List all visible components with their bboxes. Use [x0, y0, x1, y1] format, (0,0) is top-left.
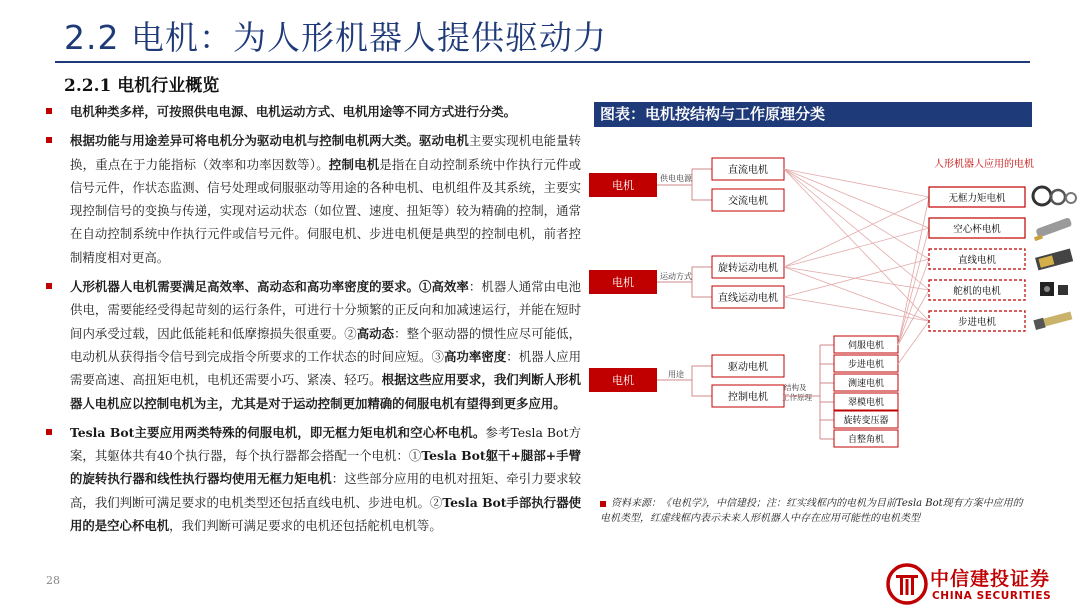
motor-thumbnail-servo: [1040, 282, 1068, 296]
root-node-motion: [589, 270, 657, 294]
bullet-bold-text: 电机种类多样，可按照供电电源、电机运动方式、电机用途等不同方式进行分类。: [70, 104, 517, 119]
bullet-paragraph: [46, 421, 581, 537]
title-divider: [55, 61, 1030, 63]
bullet-text: ：机器人通常由电池供电，需要能经受得起苛刻的运行条件，可进行十分频繁的正反向和加减速运行，并能在短时间内承受过载，因此低能耗和低摩擦损失很重要。②: [70, 279, 582, 341]
root-label: 电机: [612, 276, 634, 289]
root-node-usage: [589, 368, 657, 392]
motor-thumbnail-stepper: [1033, 311, 1072, 330]
bullet-bold-text: 人形机器人电机需要满足高效率、高动态和高功率密度的要求。①高效率: [70, 279, 469, 295]
bullet-bold-text: Tesla Bot手部执行器使用的是空心杯电机: [70, 494, 581, 534]
bullet-paragraph: [46, 129, 581, 269]
bullet-marker-icon: [46, 283, 52, 289]
node-ac-motor: 交流电机: [728, 196, 768, 207]
logo-name-en: CHINA SECURITIES: [932, 590, 1052, 602]
structure-label-1: 结构及: [784, 383, 807, 392]
edge-label-usage: 用途: [668, 370, 684, 379]
fan-connectors: [784, 169, 929, 364]
bullet-bold-text: Tesla Bot躯干+腿部+手臂的旋转执行器和线性执行器均使用无框力矩电机: [70, 448, 581, 487]
node-selsyn: 自整角机: [847, 435, 885, 445]
bullet-text: ：整个驱动器的惯性应尽可能低，电动机从获得指令信号到完成指令所要求的工作状态的时间应短。③: [70, 325, 582, 364]
bullet-bold-text: 高动态: [356, 325, 395, 341]
node-servo-motor: 伺服电机: [847, 341, 885, 351]
node-drive-motor: 驱动电机: [728, 362, 768, 373]
page-number: 28: [46, 574, 60, 587]
bullet-marker-icon: [46, 429, 52, 435]
bullet-paragraph: [46, 275, 581, 415]
bullet-text: ：机器人应用需要高速、高扭矩电机，电机还需要小巧、紧凑、轻巧。: [70, 348, 582, 388]
figure-source: [600, 496, 1030, 526]
bullet-marker-icon: [46, 108, 52, 114]
bullet-text: 是指在自动控制系统中作执行元件或信号元件，作状态监测、信号处理或伺服驱动等用途的各种电机、电机组件及其系统，主要实现控制信号的变换与传递，实现对运动状态（如位置、速度、扭矩等）较为精确的控制，通常在自动控制系统中作执行元件或信号元件。伺服电机、步进电机便是典型的控制电机，前者控制精度相对更高。: [70, 156, 582, 265]
bullet-bold-text: 根据功能与用途差异可将电机分为驱动电机与控制电机两大类。驱动电机: [70, 133, 469, 149]
bullet-marker-icon: [46, 137, 52, 143]
bullet-paragraph: [46, 100, 581, 123]
bullet-bold-text: 控制电机: [328, 156, 380, 172]
control-connectors: [784, 345, 834, 439]
motor-classification-diagram: [584, 140, 1080, 480]
node-stepper-motor: 步进电机: [847, 360, 885, 370]
source-text: 资料来源：《电机学》，中信建投；注：红实线框内的电机为目前Tesla Bot现有方案中应用的电机类型，红虚线框内表示未来人形机器人中存在应用可能性的电机类型: [600, 498, 1023, 524]
figure-header: 图表：电机按结构与工作原理分类: [594, 102, 1032, 127]
source-bullet-icon: [600, 501, 606, 507]
node-robot-stepper-motor: 步进电机: [957, 317, 997, 328]
bullet-bold-text: 根据这些应用要求，我们判断人形机器人电机应以控制电机为主，尤其是对于运动控制更加精确的伺服电机有望得到更多应用。: [70, 372, 582, 411]
node-servo-actuator-motor: 舵机的电机: [953, 286, 1001, 297]
citic-logo-icon: [886, 562, 928, 606]
company-logo: [886, 562, 1076, 606]
control-type-nodes: [834, 336, 898, 447]
robot-motor-nodes: [929, 187, 1025, 331]
bullet-bold-text: 高功率密度: [443, 348, 507, 364]
node-rotary-motor: 旋转运动电机: [718, 263, 778, 274]
node-linear-motion-motor: 直线运动电机: [718, 293, 778, 304]
motor-thumbnail-frameless: [1033, 187, 1076, 205]
structure-label-2: 工作原理: [782, 393, 812, 402]
root-label: 电机: [612, 374, 634, 387]
section-subtitle: 2.2.1 电机行业概览: [64, 76, 220, 96]
node-tacho-motor: 测速电机: [847, 379, 885, 389]
node-dc-motor: 直流电机: [728, 165, 768, 176]
page-title: 2.2 电机：为人形机器人提供驱动力: [64, 18, 607, 57]
edge-label-motion: 运动方式: [660, 272, 692, 281]
motor-thumbnail-coreless: [1034, 217, 1072, 241]
bullet-text: 参考Tesla Bot方案，其躯体共有40个执行器，每个执行器都会搭配一个电机：①: [70, 424, 581, 464]
robot-motors-heading: 人形机器人应用的电机: [934, 159, 1034, 170]
edge-label-power: 供电电源: [660, 174, 692, 183]
node-resolver: 旋转变压器: [843, 416, 889, 426]
node-frameless-torque-motor: 无框力矩电机: [948, 193, 1006, 204]
root-connectors: [657, 169, 712, 396]
level2-nodes: [712, 158, 784, 407]
bullet-text: ，我们判断可满足要求的电机还包括舵机电机等。: [169, 518, 442, 534]
node-control-motor: 控制电机: [728, 392, 768, 403]
bullet-text: ：这些部分应用的电机对扭矩、牵引力要求较高，我们判断可满足要求的电机类型还包括直线电机、步进电机。②: [70, 471, 582, 510]
logo-name: 中信建投证券: [930, 568, 1051, 590]
node-coreless-motor: 空心杯电机: [953, 224, 1001, 235]
bullet-list: [46, 100, 581, 543]
node-linear-motor: 直线电机: [957, 255, 997, 266]
node-mode-motor: 翠模电机: [847, 398, 885, 408]
motor-thumbnail-linear: [1035, 249, 1073, 271]
bullet-text: 主要实现机电能量转换，重点在于力能指标（效率和功率因数等）。: [70, 133, 582, 172]
root-label: 电机: [612, 179, 634, 192]
bullet-bold-text: Tesla Bot主要应用两类特殊的伺服电机，即无框力矩电机和空心杯电机。: [70, 424, 486, 440]
root-node-power: [589, 173, 657, 197]
